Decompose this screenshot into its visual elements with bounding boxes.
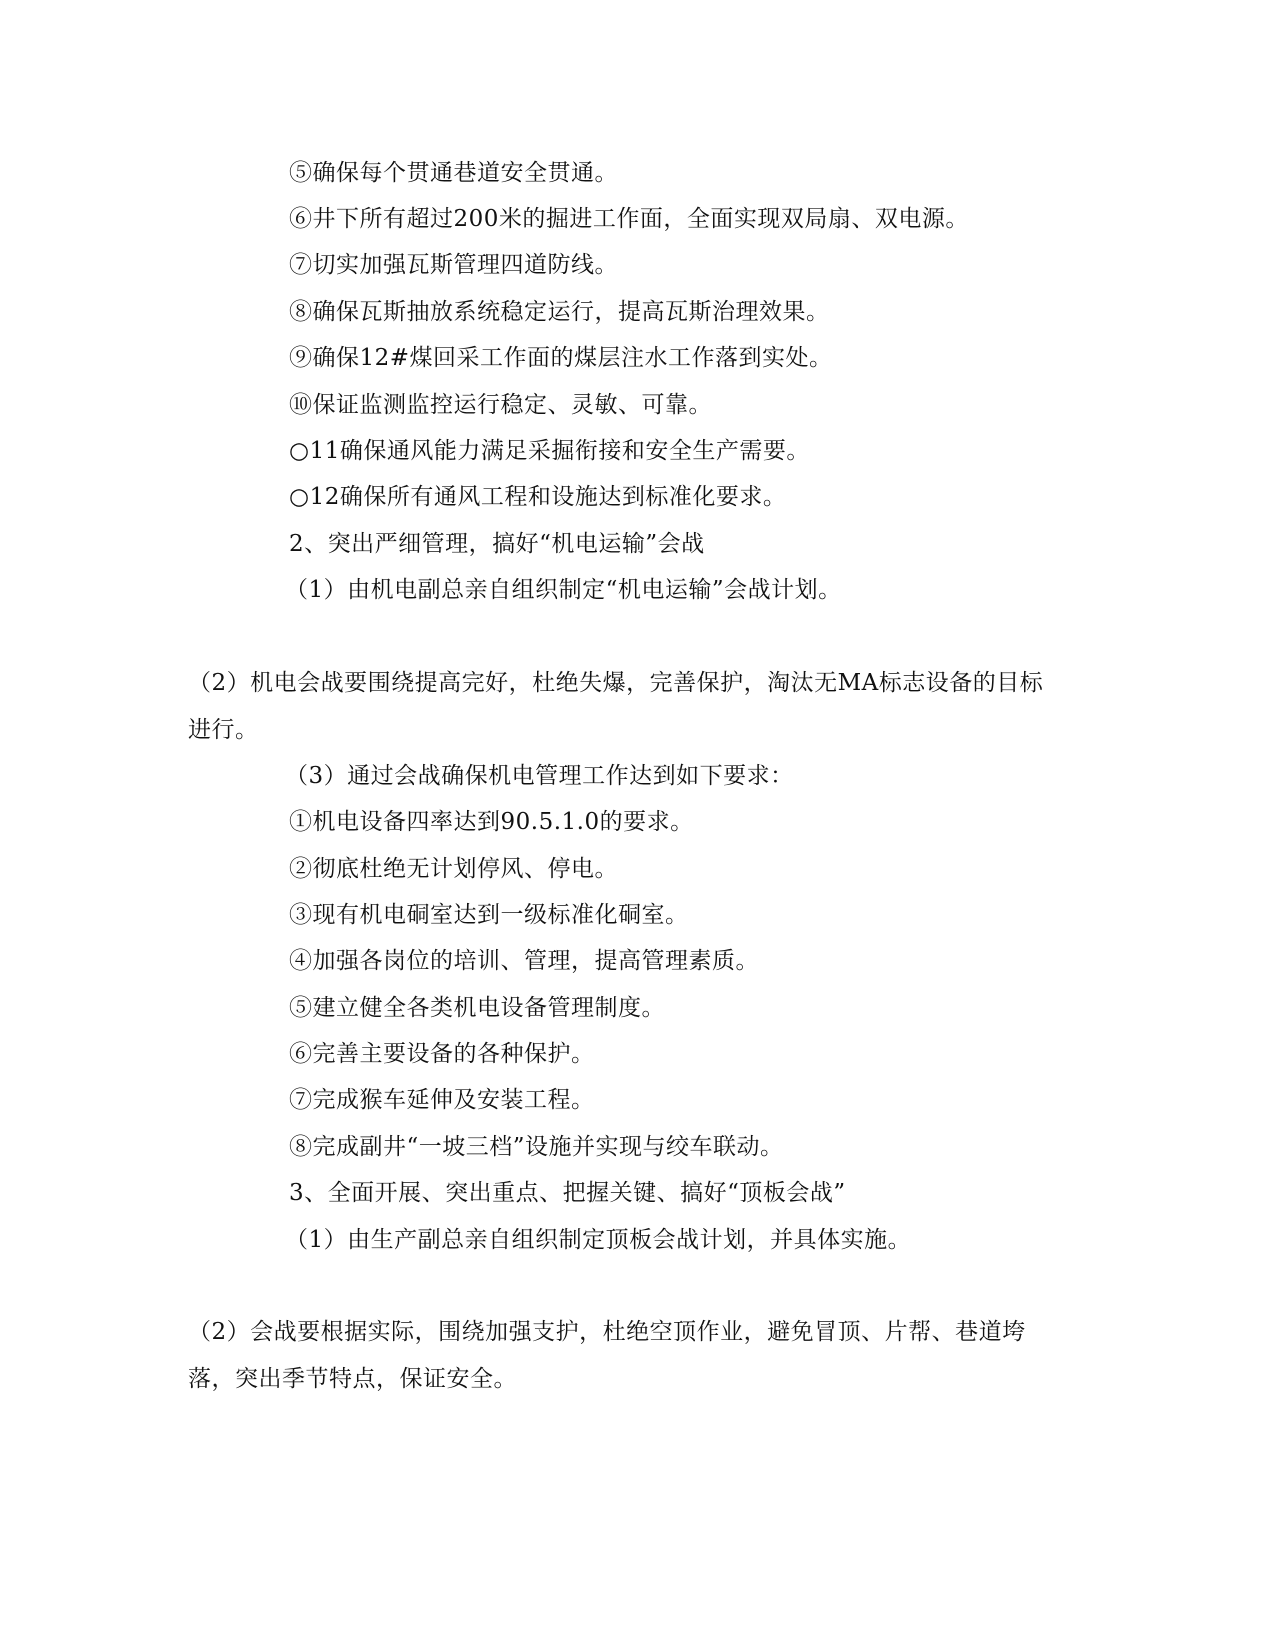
ventilation-item-9: ⑨确保12#煤回采工作面的煤层注水工作落到实处。	[289, 345, 833, 371]
ventilation-item-7: ⑦切实加强瓦斯管理四道防线。	[289, 252, 618, 278]
section-3-item-2-line-1: （2）会战要根据实际，围绕加强支护，杜绝空顶作业，避免冒顶、片帮、巷道垮	[188, 1319, 1026, 1345]
ventilation-item-6: ⑥井下所有超过200米的掘进工作面，全面实现双局扇、双电源。	[289, 206, 969, 232]
section-2-item-2-line-2: 进行。	[188, 717, 259, 743]
ventilation-item-12: ○12确保所有通风工程和设施达到标准化要求。	[289, 484, 787, 510]
section-2-item-3: （3）通过会战确保机电管理工作达到如下要求：	[285, 763, 794, 789]
requirement-item-4: ④加强各岗位的培训、管理，提高管理素质。	[289, 948, 759, 974]
ventilation-item-5: ⑤确保每个贯通巷道安全贯通。	[289, 160, 618, 186]
requirement-item-5: ⑤建立健全各类机电设备管理制度。	[289, 995, 665, 1021]
ventilation-item-8: ⑧确保瓦斯抽放系统稳定运行，提高瓦斯治理效果。	[289, 299, 830, 325]
section-3-heading: 3、全面开展、突出重点、把握关键、搞好“顶板会战”	[289, 1180, 846, 1206]
section-3-item-2-line-2: 落，突出季节特点，保证安全。	[188, 1366, 517, 1392]
requirement-item-1: ①机电设备四率达到90.5.1.0的要求。	[289, 809, 694, 835]
requirement-item-7: ⑦完成猴车延伸及安装工程。	[289, 1087, 595, 1113]
section-2-heading: 2、突出严细管理，搞好“机电运输”会战	[289, 531, 705, 557]
section-2-item-2-line-1: （2）机电会战要围绕提高完好，杜绝失爆，完善保护，淘汰无MA标志设备的目标	[188, 670, 1044, 696]
requirement-item-8: ⑧完成副井“一坡三档”设施并实现与绞车联动。	[289, 1134, 784, 1160]
requirement-item-6: ⑥完善主要设备的各种保护。	[289, 1041, 595, 1067]
requirement-item-2: ②彻底杜绝无计划停风、停电。	[289, 856, 618, 882]
requirement-item-3: ③现有机电硐室达到一级标准化硐室。	[289, 902, 689, 928]
section-2-item-1: （1）由机电副总亲自组织制定“机电运输”会战计划。	[285, 577, 842, 603]
ventilation-item-10: ⑩保证监测监控运行稳定、灵敏、可靠。	[289, 392, 712, 418]
section-3-item-1: （1）由生产副总亲自组织制定顶板会战计划，并具体实施。	[285, 1227, 912, 1253]
ventilation-item-11: ○11确保通风能力满足采掘衔接和安全生产需要。	[289, 438, 810, 464]
